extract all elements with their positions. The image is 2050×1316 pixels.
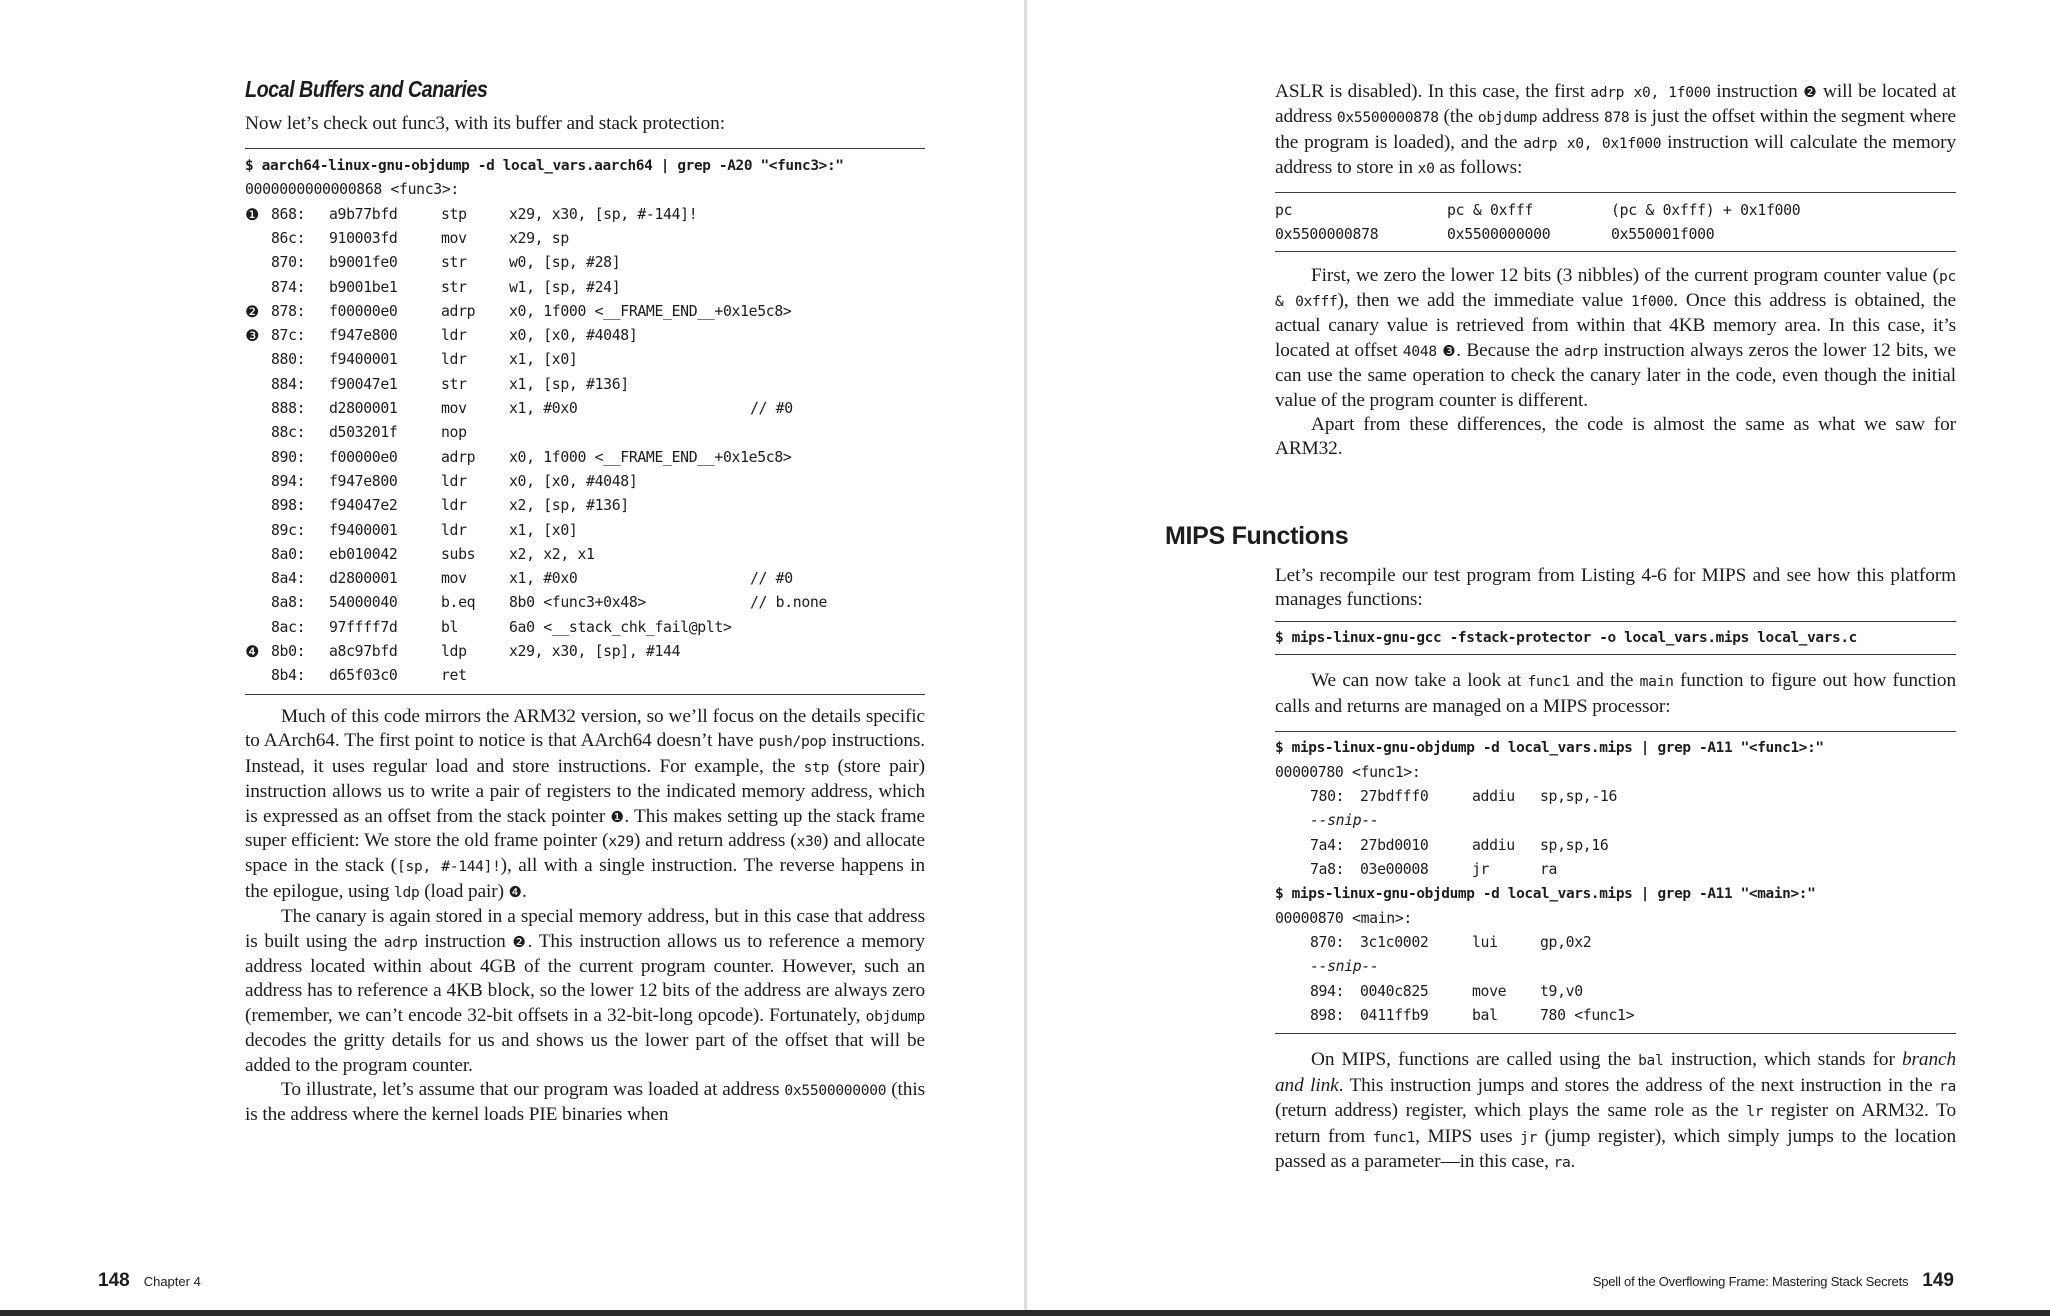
- right-page: [1027, 0, 2050, 1316]
- mips-section: [1165, 518, 1956, 1176]
- mnemonic: addiu: [1472, 788, 1515, 806]
- operands: 780 <func1>: [1540, 1006, 1635, 1024]
- opcode-hex: 03e00008: [1360, 861, 1429, 879]
- operands: x29, sp: [509, 229, 569, 247]
- opcode-hex: d2800001: [329, 400, 398, 418]
- snip-text: --snip--: [1310, 958, 1379, 976]
- opcode-hex: 910003fd: [329, 229, 398, 247]
- mnemonic: subs: [441, 545, 476, 563]
- operands: x29, x30, [sp], #144: [509, 642, 681, 660]
- listing-header: 0000000000000868 <func3>:: [245, 181, 459, 199]
- snip-marker: [1275, 955, 1956, 979]
- address: 888:: [271, 400, 306, 418]
- address: 8a8:: [271, 594, 306, 612]
- mnemonic: move: [1472, 982, 1507, 1000]
- compile-command-listing: [1275, 621, 1956, 655]
- callout-3: ❸: [1442, 341, 1457, 360]
- address: 884:: [271, 375, 306, 393]
- mnemonic: mov: [441, 570, 467, 588]
- paragraph-aslr: ASLR is disabled). In this case, the first adrp x0, 1f000 instruction ❷ will be located at address 0x5500000878 (the objdump address 878 is just the offset within the segment where the program is loaded), and the adrp x0, 0x1f000 instruction will calculate the memory address to store in x0 as follows:: [1275, 81, 1956, 179]
- opcode-hex: d503201f: [329, 424, 398, 442]
- listing-row: [245, 494, 925, 518]
- aarch64-listing: [245, 148, 925, 695]
- paragraph-canary: The canary is again stored in a special memory address, but in this case that address is built using the adrp instruction ❷. This instruction allows us to reference a memory address located within about 4GB of the current program counter. However, such an address has to reference a 4KB block, so the lower 12 bits of the address are always zero (remember, we can’t encode 32-bit offsets in a 32-bit-long opcode). Fortunately, objdump decodes the gritty details for us and shows us the lower part of the offset that will be added to the program counter.: [245, 906, 925, 1076]
- paragraph-aarch64-overview: Much of this code mirrors the ARM32 version, so we’ll focus on the details specific to AArch64. The first point to notice is that AArch64 doesn’t have push/pop instructions. Instead, it uses regular load and store instructions. For example, the stp (store pair) instruction allows us to write a pair of registers to the indicated memory address, which is expressed as an offset from the stack pointer ❶. This makes setting up the stack frame super efficient: We store the old frame pointer (x29) and return address (x30) and allocate space in the stack ([sp, #-144]!), all with a single instruction. The reverse happens in the epilogue, using ldp (load pair) ❹.: [245, 705, 925, 902]
- operands: t9,v0: [1540, 982, 1583, 1000]
- opcode-hex: 54000040: [329, 594, 398, 612]
- pc-table-cell: 0x5500000000: [1447, 226, 1551, 244]
- compile-command: $ mips-linux-gnu-gcc -fstack-protector -o local_vars.mips local_vars.c: [1275, 629, 1857, 646]
- opcode-hex: 3c1c0002: [1360, 933, 1429, 951]
- address: 7a4:: [1310, 836, 1345, 854]
- callout-marker: ❹: [245, 641, 259, 661]
- address: 878:: [271, 302, 306, 320]
- listing-row: [245, 226, 925, 250]
- mnemonic: bal: [1472, 1006, 1498, 1024]
- main-rows: [1275, 930, 1956, 1027]
- pc-table-cell: 0x550001f000: [1611, 226, 1715, 244]
- opcode-hex: a9b77bfd: [329, 205, 398, 223]
- pc-table-header-row: [1275, 199, 1956, 223]
- mnemonic: b.eq: [441, 594, 476, 612]
- opcode-hex: 27bd0010: [1360, 836, 1429, 854]
- mips-content: [1275, 564, 1956, 1176]
- listing-row: [245, 518, 925, 542]
- address: 894:: [1310, 982, 1345, 1000]
- callout-4: ❹: [508, 882, 523, 901]
- opcode-hex: b9001fe0: [329, 254, 398, 272]
- address: 89c:: [271, 521, 306, 539]
- address: 87c:: [271, 327, 306, 345]
- listing-row: [1275, 1003, 1956, 1027]
- right-column: [1275, 80, 1956, 462]
- snip-marker: [1275, 809, 1956, 833]
- pc-table-value-row: [1275, 223, 1956, 247]
- opcode-hex: f00000e0: [329, 302, 398, 320]
- pc-table-header: pc & 0xfff: [1447, 202, 1534, 220]
- mnemonic: ldr: [441, 497, 467, 515]
- operands: x1, [x0]: [509, 521, 578, 539]
- operands: x1, [x0]: [509, 351, 578, 369]
- listing-row: [245, 299, 925, 323]
- operands: x1, [sp, #136]: [509, 375, 629, 393]
- paragraph-illustrate: To illustrate, let’s assume that our program was loaded at address 0x5500000000 (this is the address where the kernel loads PIE binaries when: [245, 1079, 926, 1126]
- snip-text: --snip--: [1310, 812, 1379, 830]
- listing-row: [1275, 833, 1956, 857]
- listing-command: $ mips-linux-gnu-objdump -d local_vars.mips | grep -A11 "<main>:": [1275, 885, 1816, 902]
- operands: sp,sp,-16: [1540, 788, 1618, 806]
- address: 88c:: [271, 424, 306, 442]
- operands: ra: [1540, 861, 1558, 879]
- mnemonic: ret: [441, 667, 467, 685]
- listing-row: [245, 323, 925, 347]
- address: 780:: [1310, 788, 1345, 806]
- address: 870:: [1310, 933, 1345, 951]
- opcode-hex: b9001be1: [329, 278, 398, 296]
- page-number: 148: [98, 1270, 130, 1291]
- callout-marker: ❶: [245, 204, 259, 224]
- bottom-edge: [0, 1310, 2050, 1316]
- listing-row: [1275, 857, 1956, 881]
- address: 898:: [1310, 1006, 1345, 1024]
- operands: x1, #0x0: [509, 570, 578, 588]
- mnemonic: str: [441, 375, 467, 393]
- operands: x0, 1f000 <__FRAME_END__+0x1e5c8>: [509, 302, 792, 320]
- right-footer: [1593, 1270, 1954, 1292]
- mnemonic: ldp: [441, 642, 467, 660]
- listing-command: $ aarch64-linux-gnu-objdump -d local_vars.aarch64 | grep -A20 "<func3>:": [245, 157, 844, 174]
- mnemonic: adrp: [441, 302, 476, 320]
- listing-row: [245, 396, 925, 420]
- callout-2: ❷: [512, 932, 528, 951]
- mnemonic: jr: [1472, 861, 1490, 879]
- chapter-label: Chapter 4: [143, 1274, 201, 1289]
- opcode-hex: d65f03c0: [329, 667, 398, 685]
- pc-table-header: (pc & 0xfff) + 0x1f000: [1611, 202, 1801, 220]
- operands: 8b0 <func3+0x48>: [509, 594, 646, 612]
- listing-row: [245, 566, 925, 590]
- listing-row: [245, 348, 925, 372]
- listing-row: [245, 664, 925, 688]
- operands: x0, [x0, #4048]: [509, 472, 638, 490]
- comment: // #0: [750, 570, 793, 588]
- operands: sp,sp,16: [1540, 836, 1609, 854]
- listing-row: [245, 372, 925, 396]
- operands: x1, #0x0: [509, 400, 578, 418]
- listing-row: [245, 275, 925, 299]
- section-heading: Local Buffers and Canaries: [245, 76, 488, 102]
- listing-row: [245, 251, 925, 275]
- listing-row: [245, 615, 925, 639]
- opcode-hex: 0040c825: [1360, 982, 1429, 1000]
- address: 890:: [271, 448, 306, 466]
- address: 880:: [271, 351, 306, 369]
- paragraph-mips-bal: On MIPS, functions are called using the bal instruction, which stands for branch and link. This instruction jumps and stores the address of the next instruction in the ra (return address) register, which plays the same role as the lr register on ARM32. To return from func1, MIPS uses jr (jump register), which simply jumps to the location passed as a parameter—in this case, ra.: [1275, 1049, 1956, 1173]
- mnemonic: ldr: [441, 472, 467, 490]
- address: 8a0:: [271, 545, 306, 563]
- pc-calculation-table: [1275, 192, 1956, 252]
- mips-heading: MIPS Functions: [1165, 522, 1349, 550]
- left-footer: [98, 1270, 201, 1292]
- mnemonic: stp: [441, 205, 467, 223]
- mnemonic: ldr: [441, 327, 467, 345]
- listing-header: 00000780 <func1>:: [1275, 763, 1421, 781]
- mnemonic: mov: [441, 400, 467, 418]
- address: 8b0:: [271, 642, 306, 660]
- address: 874:: [271, 278, 306, 296]
- listing-row: [245, 542, 925, 566]
- callout-2: ❷: [1803, 83, 1818, 101]
- address: 8ac:: [271, 618, 306, 636]
- paragraph-zero-bits: First, we zero the lower 12 bits (3 nibbles) of the current program counter value (pc & 0xfff), then we add the immediate value 1f000. Once this address is obtained, the actual canary value is retrieved from within that 4KB memory area. In this case, it’s located at offset 4048 ❸. Because the adrp instruction always zeros the lower 12 bits, we can use the same operation to check the canary later in the code, even though the initial value of the program counter is different.: [1275, 264, 1956, 411]
- address: 868:: [271, 205, 306, 223]
- opcode-hex: f9400001: [329, 521, 398, 539]
- paragraph-func1-main: We can now take a look at func1 and the main function to figure out how function calls and returns are managed on a MIPS processor:: [1275, 670, 1956, 717]
- operands: x29, x30, [sp, #-144]!: [509, 205, 698, 223]
- address: 8b4:: [271, 667, 306, 685]
- mnemonic: nop: [441, 424, 467, 442]
- intro-paragraph: Now let’s check out func3, with its buffer and stack protection:: [245, 113, 725, 134]
- address: 7a8:: [1310, 861, 1345, 879]
- mnemonic: mov: [441, 229, 467, 247]
- callout-marker: ❸: [245, 326, 259, 346]
- left-page: [0, 0, 1024, 1316]
- mnemonic: adrp: [441, 448, 476, 466]
- opcode-hex: d2800001: [329, 570, 398, 588]
- operands: w1, [sp, #24]: [509, 278, 621, 296]
- pc-table-cell: 0x5500000878: [1275, 226, 1379, 244]
- address: 898:: [271, 497, 306, 515]
- page-number: 149: [1922, 1270, 1954, 1291]
- listing-row: [1275, 930, 1956, 954]
- listing-row: [245, 639, 925, 663]
- opcode-hex: a8c97bfd: [329, 642, 398, 660]
- comment: // #0: [750, 400, 793, 418]
- address: 894:: [271, 472, 306, 490]
- left-column: [245, 72, 925, 1128]
- listing-header: 00000870 <main>:: [1275, 909, 1412, 927]
- address: 86c:: [271, 229, 306, 247]
- opcode-hex: f00000e0: [329, 448, 398, 466]
- listing-command: $ mips-linux-gnu-objdump -d local_vars.mips | grep -A11 "<func1>:": [1275, 740, 1824, 757]
- running-title: Spell of the Overflowing Frame: Mastering Stack Secrets: [1592, 1274, 1909, 1289]
- opcode-hex: eb010042: [329, 545, 398, 563]
- listing-row: [245, 469, 925, 493]
- operands: 6a0 <__stack_chk_fail@plt>: [509, 618, 732, 636]
- address: 870:: [271, 254, 306, 272]
- mnemonic: bl: [441, 618, 459, 636]
- operands: x0, [x0, #4048]: [509, 327, 638, 345]
- paragraph-apart: Apart from these differences, the code is almost the same as what we saw for ARM32.: [1275, 414, 1956, 460]
- func1-rows: [1275, 785, 1956, 882]
- opcode-hex: f90047e1: [329, 375, 398, 393]
- opcode-hex: f9400001: [329, 351, 398, 369]
- listing-row: [1275, 979, 1956, 1003]
- operands: x2, x2, x1: [509, 545, 595, 563]
- operands: x0, 1f000 <__FRAME_END__+0x1e5c8>: [509, 448, 792, 466]
- mnemonic: ldr: [441, 521, 467, 539]
- opcode-hex: 97ffff7d: [329, 618, 398, 636]
- mnemonic: str: [441, 254, 467, 272]
- listing-row: [245, 421, 925, 445]
- paragraph-recompile: Let’s recompile our test program from Listing 4-6 for MIPS and see how this platform manages functions:: [1275, 565, 1956, 611]
- opcode-hex: 0411ffb9: [1360, 1006, 1429, 1024]
- opcode-hex: 27bdfff0: [1360, 788, 1429, 806]
- opcode-hex: f947e800: [329, 327, 398, 345]
- comment: // b.none: [750, 594, 828, 612]
- callout-1: ❶: [610, 807, 625, 826]
- opcode-hex: f947e800: [329, 472, 398, 490]
- mips-disassembly-listing: [1275, 731, 1956, 1035]
- opcode-hex: f94047e2: [329, 497, 398, 515]
- listing-row: [245, 591, 925, 615]
- mnemonic: addiu: [1472, 836, 1515, 854]
- mnemonic: lui: [1472, 933, 1498, 951]
- operands: w0, [sp, #28]: [509, 254, 621, 272]
- mnemonic: ldr: [441, 351, 467, 369]
- address: 8a4:: [271, 570, 306, 588]
- listing-row: [245, 202, 925, 226]
- operands: gp,0x2: [1540, 933, 1592, 951]
- mnemonic: str: [441, 278, 467, 296]
- pc-table-header: pc: [1275, 202, 1293, 220]
- listing-row: [245, 445, 925, 469]
- operands: x2, [sp, #136]: [509, 497, 629, 515]
- listing-row: [1275, 785, 1956, 809]
- callout-marker: ❷: [245, 301, 259, 321]
